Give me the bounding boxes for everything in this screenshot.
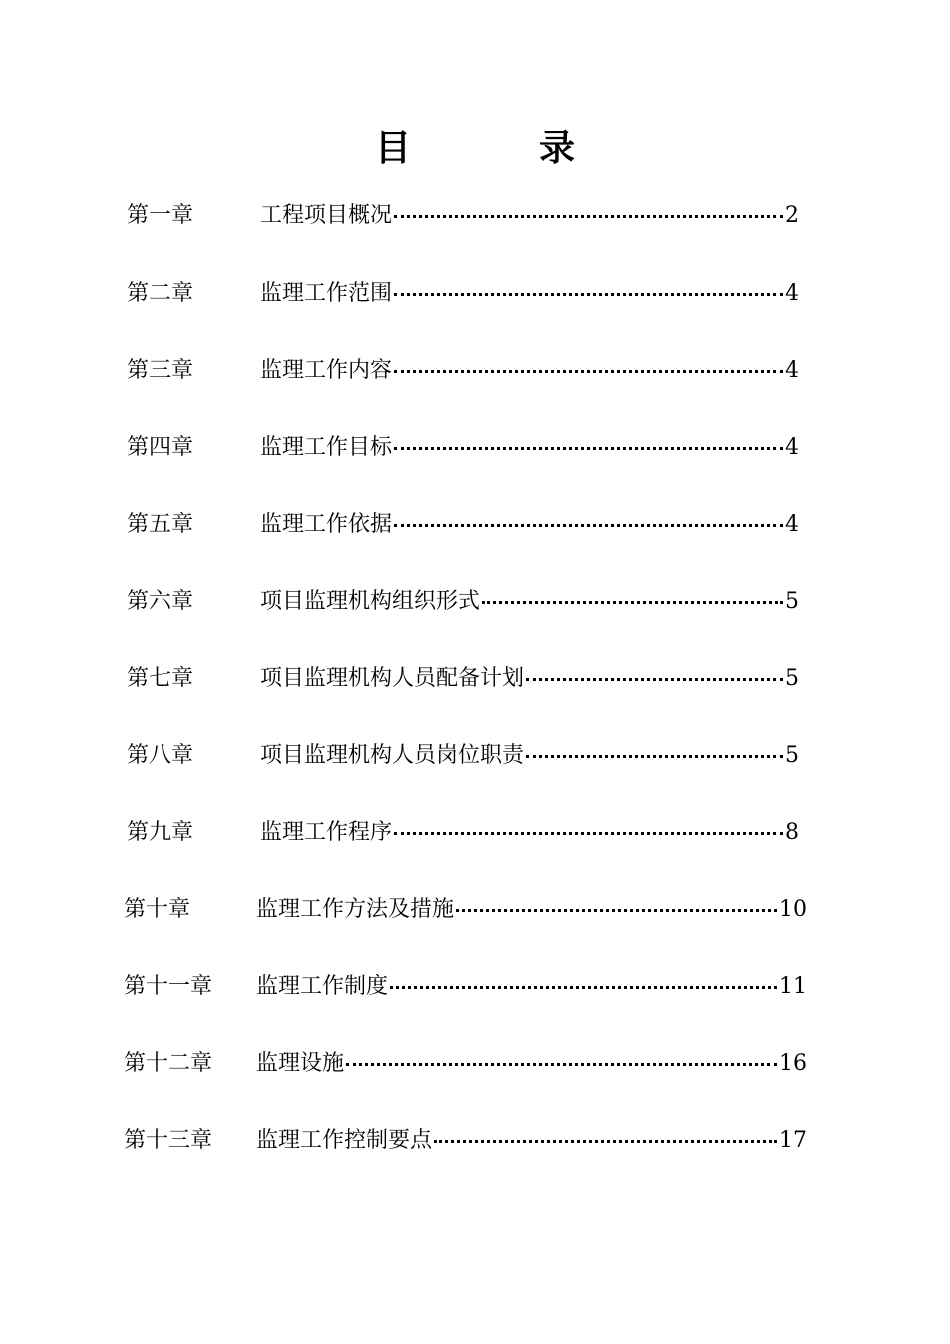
chapter-number: 第十三章 bbox=[124, 1128, 213, 1153]
toc-entry-9[interactable] bbox=[127, 817, 799, 849]
toc-title: 目 录 bbox=[374, 127, 621, 169]
chapter-heading: 监理工作目标 bbox=[260, 435, 393, 460]
toc-entry-6[interactable] bbox=[127, 586, 799, 618]
chapter-heading: 监理工作依据 bbox=[260, 512, 393, 537]
chapter-number: 第八章 bbox=[127, 743, 194, 768]
chapter-heading: 项目监理机构人员配备计划 bbox=[260, 666, 525, 691]
dot-leader bbox=[392, 432, 785, 464]
chapter-heading: 监理工作制度 bbox=[256, 974, 389, 999]
page-number: 17 bbox=[779, 1128, 807, 1153]
dot-leader bbox=[392, 509, 785, 541]
chapter-number: 第三章 bbox=[127, 358, 194, 383]
toc-entry-2[interactable] bbox=[127, 278, 799, 310]
dot-leader bbox=[392, 278, 785, 310]
toc-entry-12[interactable] bbox=[124, 1048, 807, 1080]
chapter-number: 第一章 bbox=[127, 203, 194, 228]
chapter-heading: 监理工作范围 bbox=[260, 281, 393, 306]
chapter-heading: 监理工作内容 bbox=[260, 358, 393, 383]
chapter-heading: 监理工作程序 bbox=[260, 820, 393, 845]
dot-leader bbox=[392, 200, 785, 232]
dot-leader bbox=[432, 1125, 779, 1157]
chapter-heading: 监理设施 bbox=[256, 1051, 345, 1076]
page-number: 4 bbox=[785, 358, 799, 383]
toc-entry-7[interactable] bbox=[127, 663, 799, 695]
toc-entry-11[interactable] bbox=[124, 971, 807, 1003]
dot-leader bbox=[392, 817, 785, 849]
dot-leader bbox=[344, 1048, 779, 1080]
chapter-number: 第六章 bbox=[127, 589, 194, 614]
page-number: 10 bbox=[779, 897, 807, 922]
page-number: 4 bbox=[785, 435, 799, 460]
dot-leader bbox=[524, 740, 785, 772]
chapter-heading: 工程项目概况 bbox=[260, 203, 393, 228]
chapter-heading: 监理工作方法及措施 bbox=[256, 897, 455, 922]
chapter-number: 第九章 bbox=[127, 820, 194, 845]
toc-entry-5[interactable] bbox=[127, 509, 799, 541]
chapter-number: 第五章 bbox=[127, 512, 194, 537]
page-number: 8 bbox=[785, 820, 799, 845]
chapter-number: 第四章 bbox=[127, 435, 194, 460]
toc-entry-10[interactable] bbox=[124, 894, 807, 926]
chapter-heading: 监理工作控制要点 bbox=[256, 1128, 433, 1153]
chapter-heading: 项目监理机构组织形式 bbox=[260, 589, 481, 614]
dot-leader bbox=[480, 586, 785, 618]
page-number: 16 bbox=[779, 1051, 807, 1076]
toc-entry-13[interactable] bbox=[124, 1125, 807, 1157]
chapter-number: 第七章 bbox=[127, 666, 194, 691]
chapter-number: 第二章 bbox=[127, 281, 194, 306]
page-number: 5 bbox=[785, 589, 799, 614]
page-number: 5 bbox=[785, 666, 799, 691]
dot-leader bbox=[392, 355, 785, 387]
page-number: 5 bbox=[785, 743, 799, 768]
page-number: 4 bbox=[785, 281, 799, 306]
page-number: 11 bbox=[779, 974, 807, 999]
toc-entry-8[interactable] bbox=[127, 740, 799, 772]
dot-leader bbox=[388, 971, 779, 1003]
chapter-number: 第十二章 bbox=[124, 1051, 213, 1076]
chapter-number: 第十章 bbox=[124, 897, 191, 922]
chapter-heading: 项目监理机构人员岗位职责 bbox=[260, 743, 525, 768]
toc-entry-4[interactable] bbox=[127, 432, 799, 464]
dot-leader bbox=[454, 894, 779, 926]
chapter-number: 第十一章 bbox=[124, 974, 213, 999]
toc-entry-3[interactable] bbox=[127, 355, 799, 387]
dot-leader bbox=[524, 663, 785, 695]
page-number: 4 bbox=[785, 512, 799, 537]
page-number: 2 bbox=[785, 203, 799, 228]
toc-entry-1[interactable] bbox=[127, 200, 799, 232]
